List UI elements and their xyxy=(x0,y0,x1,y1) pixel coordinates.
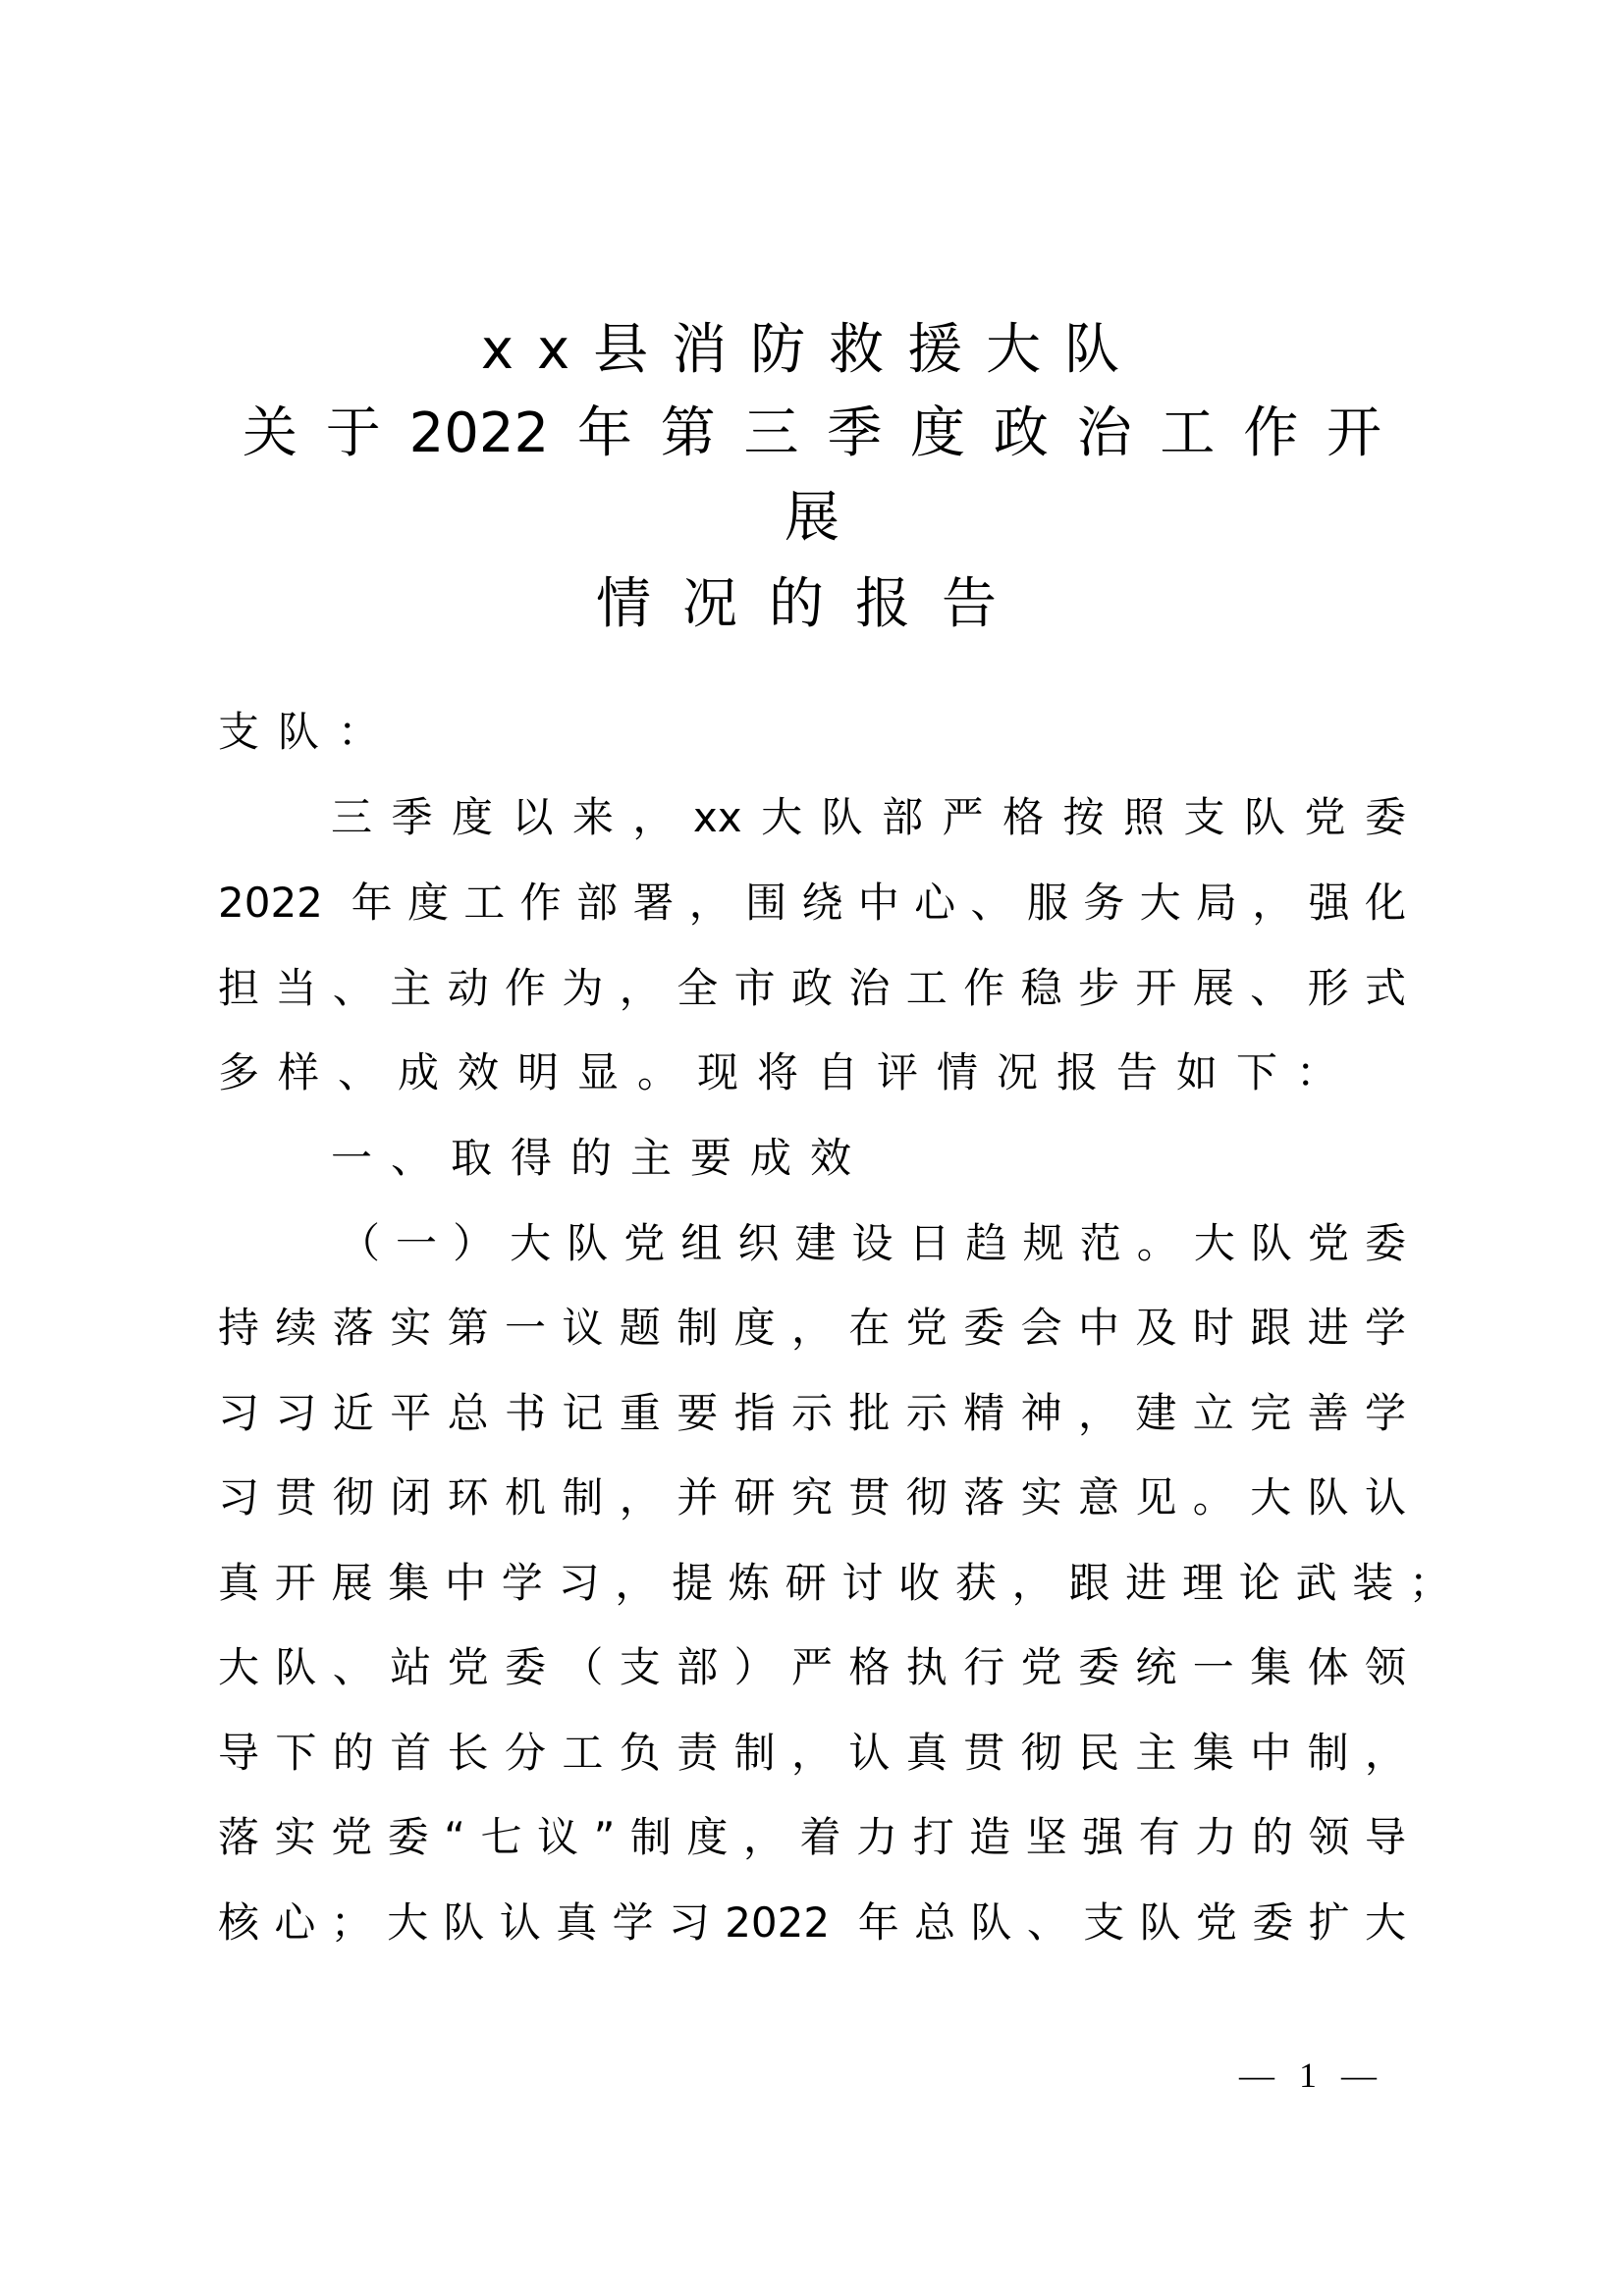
subsection-line: （​一​）​大​队​党​组​织​建​设​日​趋​规​范​。​大​队​党​委 xyxy=(339,1219,1406,1267)
subsection-line: 落​实​党​委​“​七​议​”​制​度​，​着​力​打​造​坚​强​有​力​的​领​导 xyxy=(218,1813,1406,1861)
page-number: — 1 — xyxy=(1239,2056,1384,2095)
subsection-line: 导​下​的​首​长​分​工​负​责​制​，​认​真​贯​彻​民​主​集​中​制​， xyxy=(218,1729,1406,1777)
paragraph-line: 多样、成效明显。现将自评情况报告如下： xyxy=(218,1048,1357,1096)
subsection-line: 习​贯​彻​闭​环​机​制​，​并​研​究​贯​彻​落​实​意​见​。​大​队​认 xyxy=(218,1473,1406,1522)
title-line-1: xx县消防救援大队 xyxy=(480,318,1144,382)
section-heading: 一、取得的主要成效 xyxy=(331,1134,871,1182)
title-line-4: 情况的报告 xyxy=(596,572,1028,636)
salutation: 支队： xyxy=(218,708,399,756)
paragraph-line: 担​当​、​主​动​作​为​，​全​市​政​治​工​作​稳​步​开​展​、​形​式 xyxy=(218,964,1406,1012)
title-line-2 xyxy=(0,400,1624,468)
subsection-line: 大​队​、​站​党​委​（​支​部​）​严​格​执​行​党​委​统​一​集​体​领 xyxy=(218,1643,1406,1691)
subsection-line: 核​心​；​大​队​认​真​学​习​2​0​2​2​ ​年​总​队​、​支​队​党​委​扩​大 xyxy=(218,1898,1406,1947)
subsection-line: 习​习​近​平​总​书​记​重​要​指​示​批​示​精​神​，​建​立​完​善​学 xyxy=(218,1389,1406,1437)
title-line-3: 展 xyxy=(785,486,839,550)
subsection-line: 真​开​展​集​中​学​习​，​提​炼​研​讨​收​获​，​跟​进​理​论​武​装​； xyxy=(218,1559,1450,1607)
subsection-line: 持​续​落​实​第​一​议​题​制​度​，​在​党​委​会​中​及​时​跟​进​学 xyxy=(218,1304,1406,1352)
paragraph-line: 三​季​度​以​来​，​x​x​大​队​部​严​格​按​照​支​队​党​委 xyxy=(331,793,1406,841)
paragraph-line: 2​0​2​2​ ​年​度​工​作​部​署​，​围​绕​中​心​、​服​务​大​局​，​强​化 xyxy=(218,879,1406,927)
title-line-2-text: 关​于​2​0​2​2​年​第​三​季​度​政​治​工​作​开 xyxy=(243,401,1381,465)
